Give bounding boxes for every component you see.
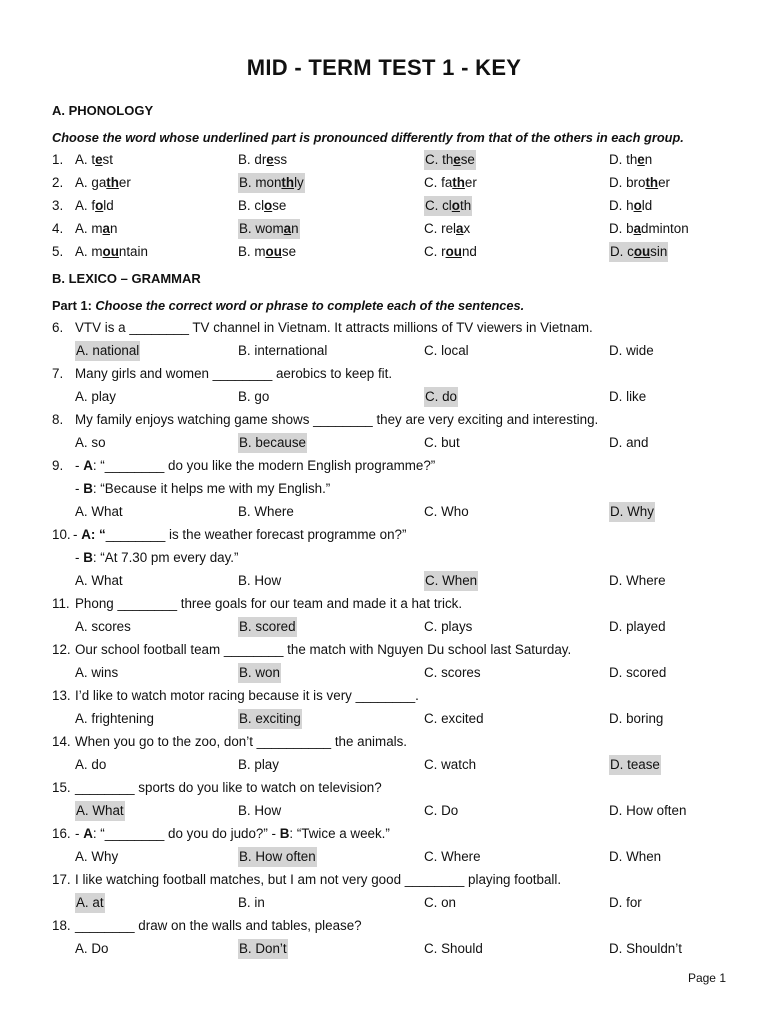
- options-row: [52, 433, 752, 453]
- option: C. Should: [424, 941, 483, 956]
- question-number: 13.: [52, 688, 71, 703]
- question-text: Phong ________ three goals for our team and made it a hat trick.: [75, 596, 463, 611]
- speaker: A: [83, 826, 93, 841]
- option-suffix: sin: [650, 244, 668, 259]
- option: B. international: [238, 343, 328, 358]
- speaker: A: [83, 458, 93, 473]
- question-row: [52, 778, 752, 798]
- options-row: [52, 847, 752, 867]
- option-prefix: D. c: [610, 244, 634, 259]
- option: [75, 150, 113, 170]
- underlined-sound: ou: [445, 244, 462, 259]
- option-prefix: D. h: [609, 198, 634, 213]
- question-row: [52, 410, 752, 430]
- option: [75, 196, 114, 216]
- answer-option: B. Don’t: [238, 939, 288, 959]
- option: C. Who: [424, 504, 469, 519]
- speaker: A: “: [81, 527, 106, 542]
- option-prefix: A. m: [75, 244, 103, 259]
- option-suffix: dminton: [641, 221, 689, 236]
- speaker: B: [83, 550, 93, 565]
- options-row: [52, 709, 752, 729]
- option: D. for: [609, 895, 642, 910]
- question-number: 5.: [52, 244, 64, 259]
- dash: -: [75, 481, 84, 496]
- option: B. Where: [238, 504, 294, 519]
- option-suffix: n: [109, 221, 118, 236]
- answer-option: C. do: [424, 387, 458, 407]
- page-number: Page 1: [687, 971, 726, 985]
- question-row: [52, 525, 752, 545]
- option: [424, 219, 470, 239]
- option-suffix: ntain: [118, 244, 148, 259]
- answer-option: [609, 242, 668, 262]
- underlined-sound: e: [453, 152, 461, 167]
- underlined-sound: th: [106, 175, 119, 190]
- option: A. frightening: [75, 711, 154, 726]
- option: A. Do: [75, 941, 109, 956]
- option-prefix: D. b: [609, 221, 634, 236]
- option: [609, 219, 689, 239]
- option: A. Why: [75, 849, 119, 864]
- underlined-sound: o: [264, 198, 273, 213]
- options-row: [52, 617, 752, 637]
- option-suffix: nd: [461, 244, 477, 259]
- answer-option: B. scored: [238, 617, 297, 637]
- answer-option: A. national: [75, 341, 140, 361]
- underlined-sound: e: [95, 152, 103, 167]
- option-prefix: B. dr: [238, 152, 267, 167]
- question-row: [52, 364, 752, 384]
- options-row: [52, 571, 752, 591]
- option-suffix: er: [464, 175, 477, 190]
- question-row: [52, 686, 752, 706]
- underlined-sound: a: [283, 221, 292, 236]
- option: A. scores: [75, 619, 131, 634]
- option: A. so: [75, 435, 106, 450]
- underlined-sound: o: [95, 198, 104, 213]
- option-suffix: ly: [294, 175, 304, 190]
- option: B. in: [238, 895, 265, 910]
- question-row: [52, 824, 752, 844]
- answer-option: [424, 196, 472, 216]
- speaker: B: [279, 826, 290, 841]
- underlined-sound: ou: [102, 244, 119, 259]
- dialogue: : “________ do you like the modern English programme?”: [92, 458, 436, 473]
- question-number: 16.: [52, 826, 71, 841]
- phonology-item: [52, 219, 752, 239]
- answer-option: A. at: [75, 893, 105, 913]
- option: B. How: [238, 803, 282, 818]
- dash: -: [75, 550, 84, 565]
- underlined-sound: o: [633, 198, 642, 213]
- part1-instruction: [52, 298, 524, 313]
- section-a-instruction: Choose the word whose underlined part is pronounced differently from that of the others in each group.: [52, 130, 684, 145]
- underlined-sound: o: [451, 198, 460, 213]
- option-prefix: A. t: [75, 152, 96, 167]
- question-text: [73, 525, 406, 545]
- option-suffix: se: [272, 198, 287, 213]
- option: B. go: [238, 389, 270, 404]
- dash: -: [75, 826, 84, 841]
- question-row: [52, 318, 752, 338]
- question-number: 18.: [52, 918, 71, 933]
- option-prefix: B. cl: [238, 198, 265, 213]
- answer-option: [238, 173, 305, 193]
- answer-option: B. How often: [238, 847, 317, 867]
- answer-option: D. Why: [609, 502, 655, 522]
- option: D. and: [609, 435, 649, 450]
- dialogue-row: [52, 479, 752, 499]
- option: C. on: [424, 895, 457, 910]
- question-text: [75, 824, 390, 844]
- dialogue: : “Twice a week.”: [289, 826, 390, 841]
- option-prefix: C. r: [424, 244, 446, 259]
- dialogue: : “At 7.30 pm every day.”: [92, 550, 239, 565]
- option: C. excited: [424, 711, 484, 726]
- question-text: I’d like to watch motor racing because it is very ________.: [75, 688, 419, 703]
- dash: -: [73, 527, 82, 542]
- question-text: I like watching football matches, but I am not very good ________ playing football.: [75, 872, 562, 887]
- option-prefix: C. cl: [425, 198, 452, 213]
- option: [424, 173, 477, 193]
- question-number: 9.: [52, 458, 64, 473]
- option-prefix: B. m: [238, 244, 266, 259]
- option: C. local: [424, 343, 469, 358]
- option: [238, 242, 296, 262]
- underlined-sound: ou: [265, 244, 282, 259]
- question-number: 7.: [52, 366, 64, 381]
- underlined-sound: th: [281, 175, 295, 190]
- answer-option: D. tease: [609, 755, 661, 775]
- question-number: 8.: [52, 412, 64, 427]
- dialogue: : “Because it helps me with my English.”: [92, 481, 331, 496]
- answer-option: C. When: [424, 571, 478, 591]
- part1-label: Part 1:: [52, 298, 92, 313]
- option-suffix: st: [102, 152, 113, 167]
- question-number: 12.: [52, 642, 71, 657]
- question-number: 17.: [52, 872, 71, 887]
- question-text: [75, 479, 330, 499]
- dash: -: [75, 458, 84, 473]
- option: D. played: [609, 619, 666, 634]
- option-suffix: th: [459, 198, 472, 213]
- option: [238, 150, 287, 170]
- option: B. How: [238, 573, 282, 588]
- options-row: [52, 939, 752, 959]
- answer-option: B. exciting: [238, 709, 302, 729]
- speaker: B: [83, 481, 93, 496]
- option-suffix: n: [644, 152, 653, 167]
- option: A. play: [75, 389, 116, 404]
- option: D. When: [609, 849, 662, 864]
- option-prefix: A. ga: [75, 175, 107, 190]
- option: C. Do: [424, 803, 459, 818]
- options-row: [52, 663, 752, 683]
- answer-option: B. because: [238, 433, 307, 453]
- question-text: [75, 456, 435, 476]
- question-row: [52, 870, 752, 890]
- answer-option: B. won: [238, 663, 281, 683]
- options-row: [52, 502, 752, 522]
- options-row: [52, 893, 752, 913]
- option-suffix: er: [658, 175, 671, 190]
- option-prefix: B. mon: [239, 175, 282, 190]
- option: A. What: [75, 573, 123, 588]
- section-a-heading: A. PHONOLOGY: [52, 103, 154, 118]
- option: [609, 173, 670, 193]
- option-prefix: A. m: [75, 221, 103, 236]
- question-number: 15.: [52, 780, 71, 795]
- underlined-sound: e: [266, 152, 274, 167]
- option: A. wins: [75, 665, 119, 680]
- phonology-item: [52, 173, 752, 193]
- option: D. boring: [609, 711, 664, 726]
- underlined-sound: a: [633, 221, 642, 236]
- underlined-sound: ou: [633, 244, 651, 259]
- option: D. Shouldn’t: [609, 941, 682, 956]
- option: D. wide: [609, 343, 654, 358]
- option: D. like: [609, 389, 647, 404]
- part1-text: Choose the correct word or phrase to complete each of the sentences.: [95, 298, 525, 313]
- question-text: ________ sports do you like to watch on television?: [75, 780, 382, 795]
- question-text: My family enjoys watching game shows ________ they are very exciting and interesting.: [75, 412, 599, 427]
- option-prefix: D. bro: [609, 175, 646, 190]
- option: D. Where: [609, 573, 666, 588]
- question-row: [52, 640, 752, 660]
- underlined-sound: a: [102, 221, 110, 236]
- question-row: [52, 916, 752, 936]
- option: [75, 173, 131, 193]
- dialogue-row: [52, 548, 752, 568]
- question-text: VTV is a ________ TV channel in Vietnam. It attracts millions of TV viewers in Vietnam.: [75, 320, 593, 335]
- question-number: 10.: [52, 527, 71, 542]
- option-prefix: D. th: [609, 152, 638, 167]
- option: B. play: [238, 757, 279, 772]
- option: [609, 196, 652, 216]
- answer-option: [424, 150, 476, 170]
- option: [75, 242, 148, 262]
- question-number: 2.: [52, 175, 64, 190]
- phonology-item: [52, 242, 752, 262]
- question-row: [52, 732, 752, 752]
- option: C. watch: [424, 757, 477, 772]
- option-prefix: C. fa: [424, 175, 453, 190]
- underlined-sound: e: [637, 152, 645, 167]
- option-suffix: er: [118, 175, 131, 190]
- phonology-item: [52, 150, 752, 170]
- question-row: [52, 594, 752, 614]
- phonology-item: [52, 196, 752, 216]
- options-row: [52, 341, 752, 361]
- underlined-sound: th: [645, 175, 659, 190]
- underlined-sound: a: [456, 221, 464, 236]
- option-suffix: ld: [641, 198, 653, 213]
- dialogue: ________ is the weather forecast programme on?”: [105, 527, 407, 542]
- option: [75, 219, 117, 239]
- question-text: ________ draw on the walls and tables, please?: [75, 918, 362, 933]
- option: A. What: [75, 504, 123, 519]
- answer-option: A. What: [75, 801, 125, 821]
- option-suffix: n: [291, 221, 299, 236]
- question-number: 11.: [52, 596, 70, 611]
- question-number: 1.: [52, 152, 64, 167]
- question-number: 6.: [52, 320, 64, 335]
- options-row: [52, 801, 752, 821]
- option-prefix: B. wom: [239, 221, 284, 236]
- dialogue: : “________ do you do judo?” -: [92, 826, 280, 841]
- question-number: 4.: [52, 221, 64, 236]
- option: [424, 242, 477, 262]
- option: D. How often: [609, 803, 687, 818]
- question-number: 3.: [52, 198, 64, 213]
- underlined-sound: th: [452, 175, 465, 190]
- option-prefix: A. f: [75, 198, 96, 213]
- option-prefix: C. th: [425, 152, 454, 167]
- page-title: MID - TERM TEST 1 - KEY: [246, 55, 522, 80]
- section-b-heading: B. LEXICO – GRAMMAR: [52, 271, 201, 286]
- option-prefix: C. rel: [424, 221, 456, 236]
- option: A. do: [75, 757, 107, 772]
- option: C. Where: [424, 849, 481, 864]
- question-text: Our school football team ________ the match with Nguyen Du school last Saturday.: [75, 642, 572, 657]
- option-suffix: x: [463, 221, 471, 236]
- question-row: [52, 456, 752, 476]
- question-text: [75, 548, 238, 568]
- option: C. scores: [424, 665, 481, 680]
- question-number: 14.: [52, 734, 71, 749]
- option: [238, 196, 286, 216]
- option-suffix: se: [281, 244, 297, 259]
- options-row: [52, 755, 752, 775]
- option: C. plays: [424, 619, 473, 634]
- option-suffix: ld: [103, 198, 114, 213]
- option-suffix: ss: [273, 152, 288, 167]
- option: C. but: [424, 435, 460, 450]
- question-text: When you go to the zoo, don’t __________ the animals.: [75, 734, 408, 749]
- question-text: Many girls and women ________ aerobics to keep fit.: [75, 366, 393, 381]
- option-suffix: se: [460, 152, 475, 167]
- options-row: [52, 387, 752, 407]
- option: D. scored: [609, 665, 667, 680]
- answer-option: [238, 219, 300, 239]
- option: [609, 150, 652, 170]
